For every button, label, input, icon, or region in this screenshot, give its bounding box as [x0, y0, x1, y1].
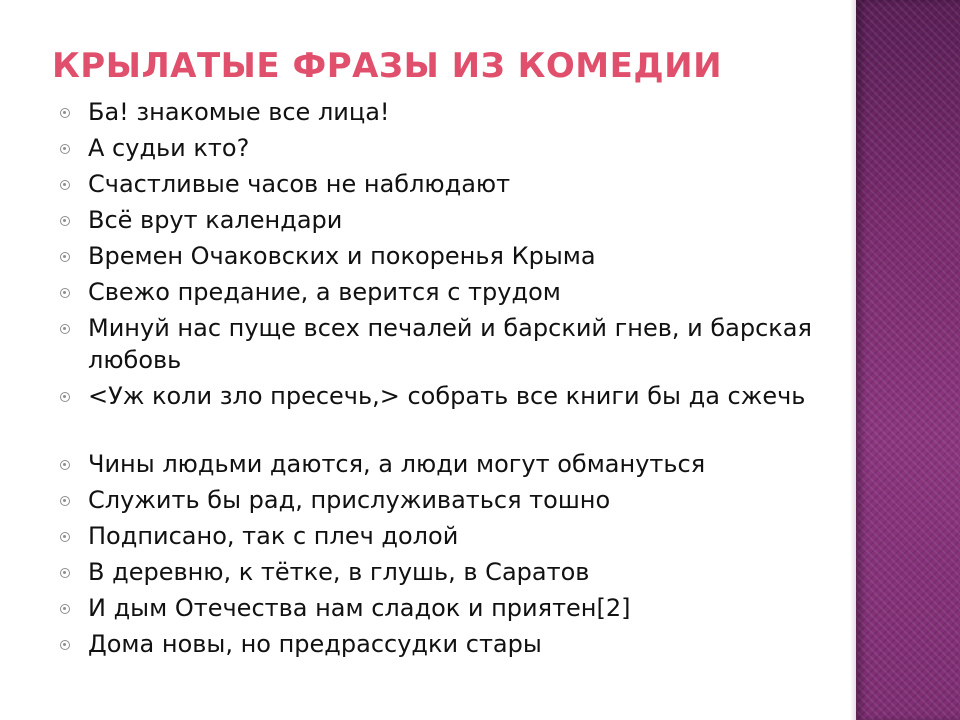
list-item: [58, 556, 838, 592]
slide-title: КРЫЛАТЫЕ ФРАЗЫ ИЗ КОМЕДИИ: [52, 46, 723, 86]
bullet-icon: [60, 640, 70, 650]
decorative-side-band: [856, 0, 960, 720]
list-item: [58, 380, 838, 448]
list-item: [58, 276, 838, 312]
list-item-text: А судьи кто?: [88, 134, 250, 162]
bullet-icon: [60, 180, 70, 190]
phrase-list: [58, 96, 838, 664]
list-item: [58, 448, 838, 484]
list-item-text: Всё врут календари: [88, 206, 343, 234]
list-item: [58, 204, 838, 240]
bullet-icon: [60, 252, 70, 262]
bullet-icon: [60, 216, 70, 226]
list-item-text: И дым Отечества нам сладок и приятен[2]: [88, 594, 631, 622]
list-item-text: Дома новы, но предрассудки стары: [88, 630, 542, 658]
list-item-text: Времен Очаковских и покоренья Крыма: [88, 242, 596, 270]
bullet-icon: [60, 460, 70, 470]
list-item: [58, 592, 838, 628]
list-item-text: Минуй нас пуще всех печалей и барский гнев, и барская любовь: [88, 314, 812, 374]
list-item: [58, 96, 838, 132]
bullet-icon: [60, 496, 70, 506]
list-item-text: Ба! знакомые все лица!: [88, 98, 390, 126]
bullet-icon: [60, 532, 70, 542]
bullet-icon: [60, 108, 70, 118]
bullet-icon: [60, 324, 70, 334]
list-item-text: Чины людьми даются, а люди могут обмануться: [88, 450, 706, 478]
list-item: [58, 484, 838, 520]
list-item-text: Подписано, так с плеч долой: [88, 522, 459, 550]
list-item-text: Служить бы рад, прислуживаться тошно: [88, 486, 611, 514]
list-item-text: <Уж коли зло пресечь,> собрать все книги бы да сжечь: [88, 382, 806, 410]
list-item-text: В деревню, к тётке, в глушь, в Саратов: [88, 558, 590, 586]
list-item: [58, 168, 838, 204]
bullet-icon: [60, 144, 70, 154]
list-item: [58, 312, 838, 380]
list-item-text: Свежо предание, а верится с трудом: [88, 278, 561, 306]
list-item: [58, 628, 838, 664]
list-item-text: Счастливые часов не наблюдают: [88, 170, 511, 198]
bullet-icon: [60, 568, 70, 578]
list-item: [58, 520, 838, 556]
list-item: [58, 240, 838, 276]
bullet-icon: [60, 604, 70, 614]
bullet-icon: [60, 392, 70, 402]
list-item: [58, 132, 838, 168]
bullet-icon: [60, 288, 70, 298]
